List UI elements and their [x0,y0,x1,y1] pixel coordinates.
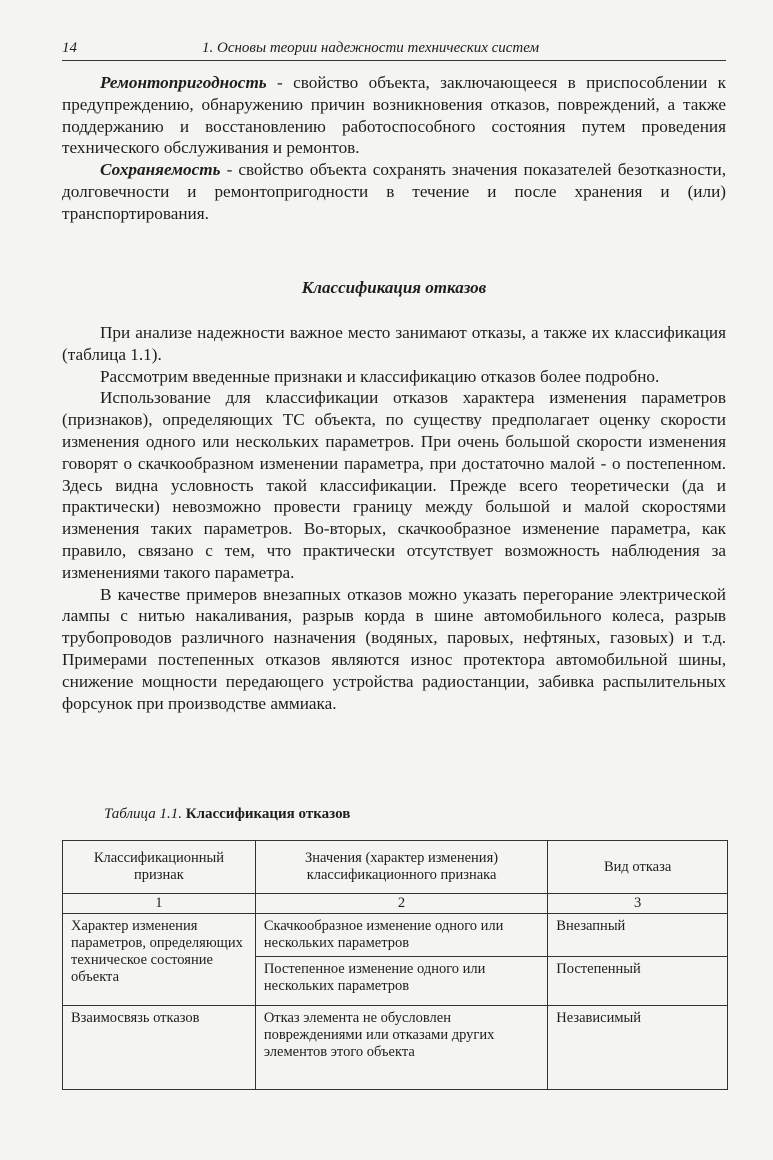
section-title: Классификация отказов [301,278,487,297]
body-paragraph: Использование для классификации отказов характера изменения параметров (признаков), определяющих ТС объекта, по существу предполагает оценку скорости изменения одного или нескольких параметров. При очень большой скорости изменения говорят о скачкообразном изменении параметра, при достаточно малой - о постепенном. Здесь видна условность такой классификации. Прежде всего теоретически (да и практически) невозможно провести границу между большой и малой скоростями изменения таких параметров. Во-вторых, скачкообразное изменение параметра, как правило, связано с тем, что практически отсутствует возможность наблюдения за изменениями такого параметра. [62,388,726,582]
table-caption-title: Классификация отказов [185,806,351,822]
type-cell: Постепенный [548,957,728,1006]
table-caption [104,806,350,823]
failure-classification-table [62,840,728,1090]
value-cell: Постепенное изменение одного или нескольких параметров [255,957,547,1006]
table-row [63,914,728,957]
body-paragraph: Рассмотрим введенные признаки и классификацию отказов более подробно. [100,366,660,386]
table-header-cell: Вид отказа [548,841,728,894]
definition-text: - свойство объекта сохранять значения показателей безотказности, долговечности и ремонтопригодности в течение и после хранения и (или) транспортирования. [62,160,726,223]
table-number-row [63,894,728,914]
table-row [63,1006,728,1090]
definition-text: - свойство объекта, заключающееся в приспособлении к предупреждению, обнаружению причин возникновения отказов, повреждений, а также поддержанию и восстановлению работоспособного состояния путем проведения технического обслуживания и ремонтов. [62,73,726,158]
definition-paragraph [62,72,726,159]
table-header-row [63,841,728,894]
definitions-block [62,72,726,225]
feature-cell: Характер изменения параметров, определяющих техническое состояние объекта [63,914,256,1006]
definition-term: Сохраняемость [100,160,221,180]
value-cell: Скачкообразное изменение одного или нескольких параметров [255,914,547,957]
table-header-cell: Классификационный признак [63,841,256,894]
body-paragraph: В качестве примеров внезапных отказов можно указать перегорание электрической лампы с нитью накаливания, разрыв корда в шине автомобильного колеса, разрыв трубопроводов различного назначения (водяных, паровых, нефтяных, газовых) и т.д. Примерами постепенных отказов являются износ протектора автомобильной шины, снижение мощности передающего устройства радиостанции, забивка распылительных форсунок при производстве аммиака. [62,584,726,713]
value-cell: Отказ элемента не обусловлен повреждениями или отказами других элементов этого объекта [255,1006,547,1090]
column-number: 3 [548,894,728,914]
column-number: 1 [63,894,256,914]
type-cell: Независимый [548,1006,728,1090]
table-caption-label: Таблица 1.1. [104,806,182,822]
definition-paragraph [62,159,726,224]
definition-term: Ремонтопригодность [100,73,267,92]
column-number: 2 [255,894,547,914]
table-header-cell: Значения (характер изменения) классификационного признака [255,841,547,894]
page-number: 14 [62,40,77,56]
type-cell: Внезапный [548,914,728,957]
feature-cell: Взаимосвязь отказов [63,1006,256,1090]
body-paragraph: При анализе надежности важное место занимают отказы, а также их классификация (таблица 1.1). [62,323,726,364]
running-header [62,34,726,61]
running-title: 1. Основы теории надежности технических систем [202,40,540,56]
body-text [62,322,726,714]
